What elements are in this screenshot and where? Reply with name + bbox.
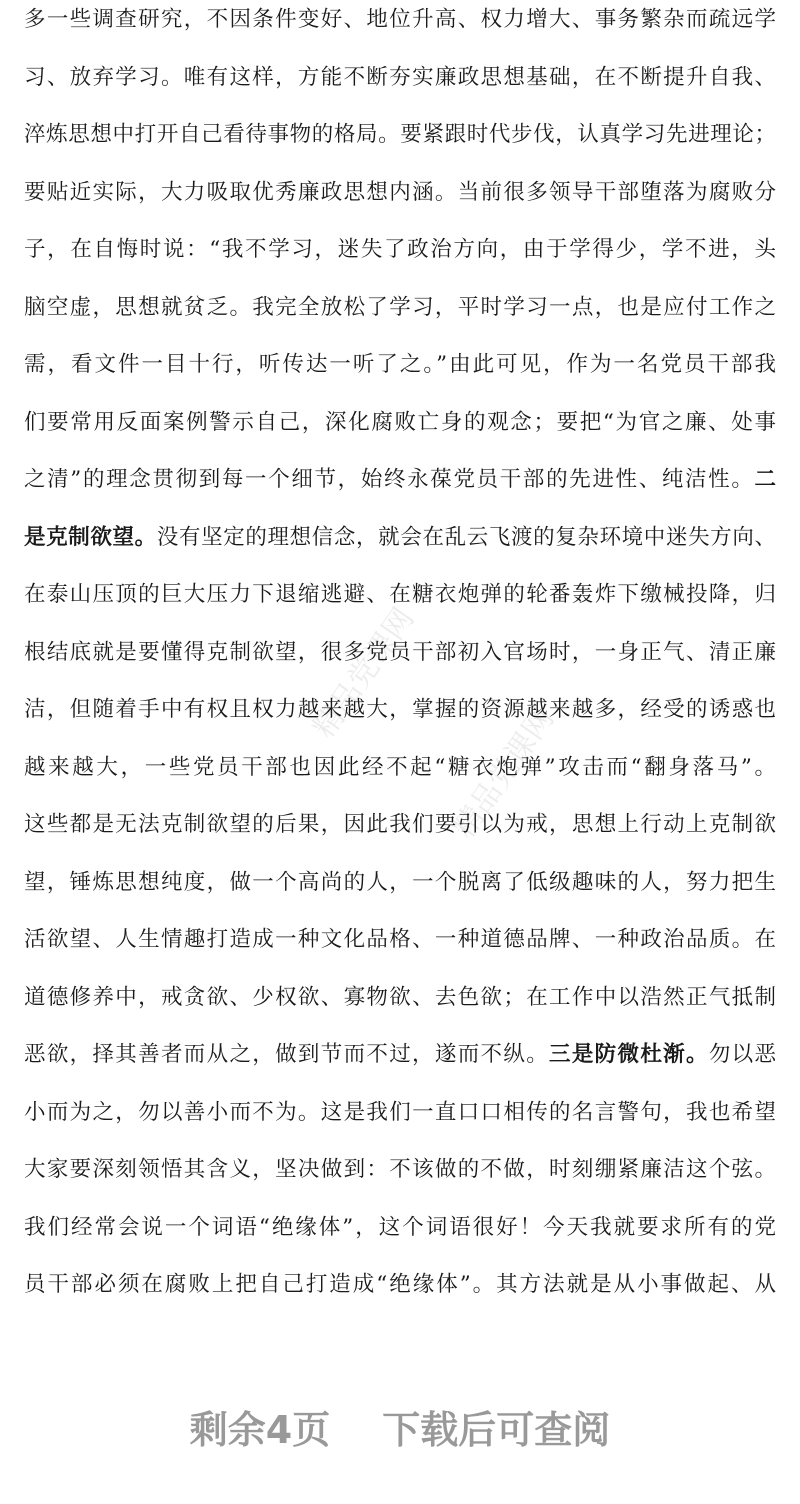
download-prompt[interactable] xyxy=(0,1400,800,1460)
text-line xyxy=(24,690,776,730)
bold-heading-text: 是克制欲望。 xyxy=(24,524,157,550)
text-segment: 们要常用反面案例警示自己，深化腐败亡身的观念；要把“为官之廉、处事 xyxy=(24,409,776,435)
text-line xyxy=(24,518,776,558)
text-segment: 我们经常会说一个词语“绝缘体”，这个词语很好！今天我就要求所有的党 xyxy=(24,1214,776,1240)
text-segment: 习、放弃学习。唯有这样，方能不断夯实廉政思想基础，在不断提升自我、 xyxy=(24,64,776,90)
text-segment: 子，在自悔时说：“我不学习，迷失了政治方向，由于学得少，学不进，头 xyxy=(24,237,776,262)
text-segment: 淬炼思想中打开自己看待事物的格局。要紧跟时代步伐，认真学习先进理论； xyxy=(24,122,776,147)
text-segment: 洁，但随着手中有权且权力越来越大，掌握的资源越来越多，经受的诱惑也 xyxy=(24,697,776,722)
text-line xyxy=(24,173,776,213)
text-segment: 之清”的理念贯彻到每一个细节，始终永葆党员干部的先进性、纯洁性。 xyxy=(24,467,755,492)
text-line xyxy=(24,345,776,385)
text-line xyxy=(24,863,776,903)
text-segment: 脑空虚，思想就贫乏。我完全放松了学习，平时学习一点，也是应付工作之 xyxy=(24,294,776,320)
text-line xyxy=(24,1208,776,1248)
text-line xyxy=(24,0,776,40)
text-segment: 勿以恶 xyxy=(708,1042,776,1067)
text-segment: 活欲望、人生情趣打造成一种文化品格、一种道德品牌、一种政治品质。在 xyxy=(24,927,776,952)
text-segment: 需，看文件一目十行，听传达一听了之。”由此可见，作为一名党员干部我 xyxy=(24,352,776,377)
bold-heading-text: 三是防微杜渐。 xyxy=(549,1042,709,1067)
text-line xyxy=(24,1093,776,1133)
text-segment: 多一些调查研究，不因条件变好、地位升高、权力增大、事务繁杂而疏远学 xyxy=(24,7,776,32)
watermark: 精品党课网 xyxy=(446,701,562,845)
text-line xyxy=(24,1035,776,1075)
text-line xyxy=(24,748,776,788)
text-line xyxy=(24,805,776,845)
text-segment: 小而为之，勿以善小而不为。这是我们一直口口相传的名言警句，我也希望 xyxy=(24,1099,776,1125)
text-line xyxy=(24,633,776,673)
text-line xyxy=(24,920,776,960)
text-segment: 望，锤炼思想纯度，做一个高尚的人，一个脱离了低级趣味的人，努力把生 xyxy=(24,869,776,895)
text-line xyxy=(24,460,776,500)
watermark: 精品党课网 xyxy=(306,601,422,745)
text-segment: 没有坚定的理想信念，就会在乱云飞渡的复杂环境中迷失方向、 xyxy=(156,524,776,550)
text-line xyxy=(24,58,776,98)
text-line xyxy=(24,1265,776,1305)
bold-heading-text: 二 xyxy=(754,467,776,492)
text-line xyxy=(24,288,776,328)
text-line xyxy=(24,978,776,1018)
text-segment: 恶欲，择其善者而从之，做到节而不过，遂而不纵。 xyxy=(24,1042,550,1067)
text-segment: 根结底就是要懂得克制欲望，很多党员干部初入官场时，一身正气、清正廉 xyxy=(24,639,776,665)
text-line xyxy=(24,403,776,443)
text-segment: 在泰山压顶的巨大压力下退缩逃避、在糖衣炮弹的轮番轰炸下缴械投降，归 xyxy=(24,582,776,607)
text-segment: 越来越大，一些党员干部也因此经不起“糖衣炮弹”攻击而“翻身落马”。 xyxy=(24,754,776,780)
text-segment: 这些都是无法克制欲望的后果，因此我们要引以为戒，思想上行动上克制欲 xyxy=(24,812,776,837)
text-segment: 要贴近实际，大力吸取优秀廉政思想内涵。当前很多领导干部堕落为腐败分 xyxy=(24,179,776,205)
text-segment: 员干部必须在腐败上把自己打造成“绝缘体”。其方法就是从小事做起、从 xyxy=(24,1272,776,1297)
text-line xyxy=(24,1150,776,1190)
text-line xyxy=(24,230,776,270)
download-to-view-label: 下载后可查阅 xyxy=(382,1408,611,1452)
text-segment: 道德修养中，戒贪欲、少权欲、寡物欲、去色欲；在工作中以浩然正气抵制 xyxy=(24,984,776,1010)
remaining-pages-label: 剩余4页 xyxy=(189,1408,331,1452)
text-line xyxy=(24,115,776,155)
text-segment: 大家要深刻领悟其含义，坚决做到：不该做的不做，时刻绷紧廉洁这个弦。 xyxy=(24,1157,776,1182)
text-line xyxy=(24,575,776,615)
